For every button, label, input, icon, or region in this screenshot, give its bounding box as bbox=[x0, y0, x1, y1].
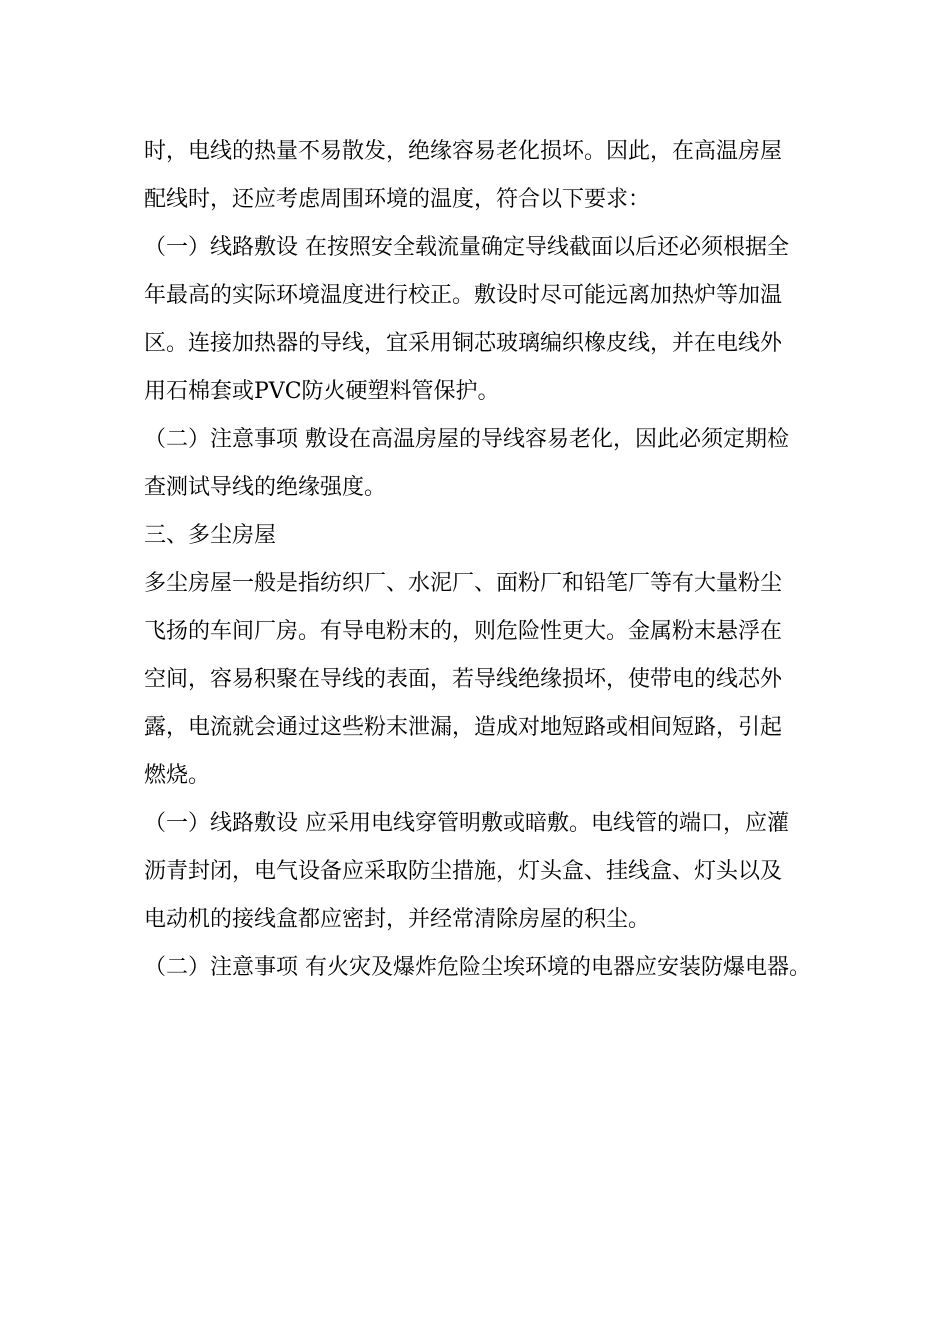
section-heading-dusty-rooms bbox=[144, 512, 824, 560]
text-line: （二）注意事项 有火灾及爆炸危险尘埃环境的电器应安装防爆电器。 bbox=[144, 955, 811, 980]
text-line: 三、多尘房屋 bbox=[144, 523, 277, 548]
text-line: 露，电流就会通过这些粉末泄漏，造成对地短路或相间短路，引起 bbox=[144, 715, 783, 740]
text-line: 空间，容易积聚在导线的表面，若导线绝缘损坏，使带电的线芯外 bbox=[144, 667, 783, 692]
text-line: （一）线路敷设 应采用电线穿管明敷或暗敷。电线管的端口，应灌 bbox=[144, 811, 789, 836]
document-body bbox=[144, 128, 824, 992]
paragraph-high-temp-intro bbox=[144, 128, 824, 224]
text-line: 沥青封闭，电气设备应采取防尘措施，灯头盒、挂线盒、灯头以及 bbox=[144, 859, 783, 884]
paragraph-dusty-notes bbox=[144, 944, 824, 992]
text-line: 查测试导线的绝缘强度。 bbox=[144, 475, 387, 500]
text-line: 电动机的接线盒都应密封，并经常清除房屋的积尘。 bbox=[144, 907, 651, 932]
paragraph-dusty-wiring bbox=[144, 800, 824, 944]
text-line: 飞扬的车间厂房。有导电粉末的，则危险性更大。金属粉末悬浮在 bbox=[144, 619, 783, 644]
text-line: 配线时，还应考虑周围环境的温度，符合以下要求： bbox=[144, 187, 651, 212]
text-line: 多尘房屋一般是指纺织厂、水泥厂、面粉厂和铅笔厂等有大量粉尘 bbox=[144, 571, 783, 596]
text-line: 时，电线的热量不易散发，绝缘容易老化损坏。因此，在高温房屋 bbox=[144, 139, 783, 164]
paragraph-high-temp-wiring bbox=[144, 224, 824, 416]
text-line: （二）注意事项 敷设在高温房屋的导线容易老化，因此必须定期检 bbox=[144, 427, 789, 452]
text-line: 燃烧。 bbox=[144, 763, 211, 788]
text-line: 用石棉套或PVC防火硬塑料管保护。 bbox=[144, 379, 500, 404]
text-line: （一）线路敷设 在按照安全载流量确定导线截面以后还必须根据全 bbox=[144, 235, 789, 260]
paragraph-high-temp-notes bbox=[144, 416, 824, 512]
paragraph-dusty-intro bbox=[144, 560, 824, 800]
text-line: 年最高的实际环境温度进行校正。敷设时尽可能远离加热炉等加温 bbox=[144, 283, 783, 308]
text-line: 区。连接加热器的导线，宜采用铜芯玻璃编织橡皮线，并在电线外 bbox=[144, 331, 783, 356]
